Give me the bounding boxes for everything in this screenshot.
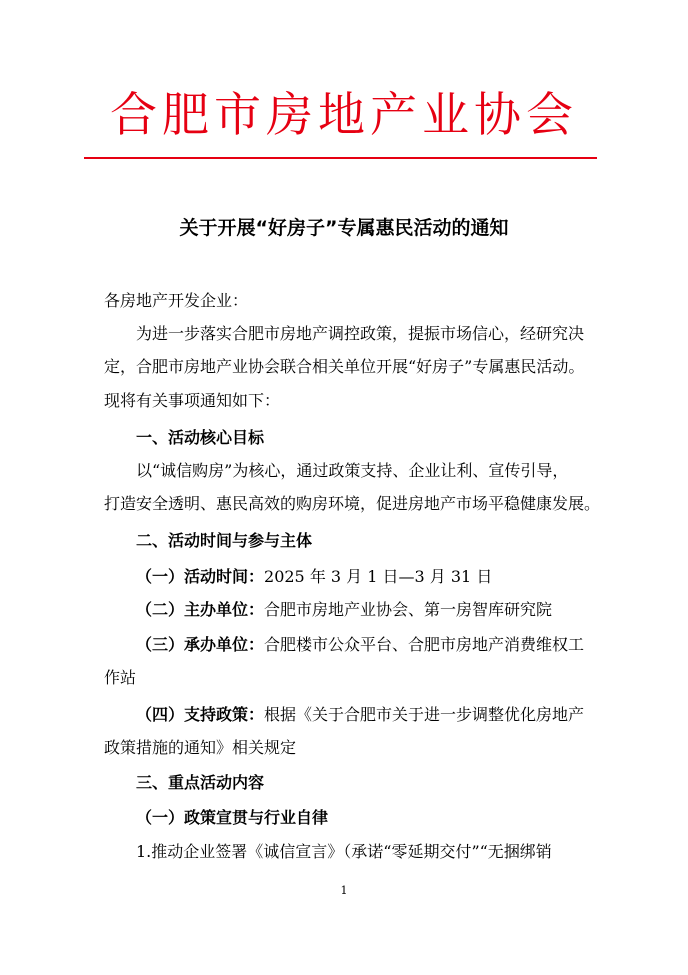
organizer-value: 合肥楼市公众平台、合肥市房地产消费维权工	[264, 635, 585, 654]
section-3-sub-1: （一）政策宣贯与行业自律	[136, 808, 329, 827]
host-label: （二）主办单位：	[136, 600, 265, 619]
activity-time-value: 2025 年 3 月 1 日—3 月 31 日	[264, 567, 493, 586]
page-number: 1	[340, 884, 348, 897]
intro-line-3: 现将有关事项通知如下：	[104, 391, 281, 410]
section-1-line-1: 以“诚信购房”为核心，通过政策支持、企业让利、宣传引导，	[136, 461, 569, 480]
section-2-heading: 二、活动时间与参与主体	[136, 531, 313, 550]
intro-line-1: 为进一步落实合肥市房地产调控政策，提振市场信心，经研究决	[136, 324, 585, 343]
header-red-rule	[84, 157, 597, 159]
organizer-label: （三）承办单位：	[136, 635, 265, 654]
section-3-item-1: 1.推动企业签署《诚信宣言》（承诺“零延期交付”“无捆绑销	[136, 842, 552, 861]
organization-header: 合肥市房地产业协会	[110, 88, 578, 143]
intro-line-2: 定，合肥市房地产业协会联合相关单位开展“好房子”专属惠民活动。	[104, 357, 585, 376]
organizer-row	[136, 633, 584, 657]
activity-time-label: （一）活动时间：	[136, 567, 265, 586]
policy-value-cont: 政策措施的通知》相关规定	[104, 738, 297, 757]
section-1-heading: 一、活动核心目标	[136, 428, 265, 447]
salutation: 各房地产开发企业：	[104, 291, 249, 310]
policy-value: 根据《关于合肥市关于进一步调整优化房地产	[264, 705, 585, 724]
policy-label: （四）支持政策：	[136, 705, 265, 724]
section-3-heading: 三、重点活动内容	[136, 773, 265, 792]
host-value: 合肥市房地产业协会、第一房智库研究院	[264, 600, 553, 619]
document-title: 关于开展“好房子”专属惠民活动的通知	[179, 217, 509, 239]
host-row	[136, 598, 552, 622]
policy-row	[136, 703, 584, 727]
section-1-line-2: 打造安全透明、惠民高效的购房环境，促进房地产市场平稳健康发展。	[104, 494, 601, 513]
organizer-value-cont: 作站	[104, 668, 137, 687]
activity-time-row	[136, 565, 492, 589]
